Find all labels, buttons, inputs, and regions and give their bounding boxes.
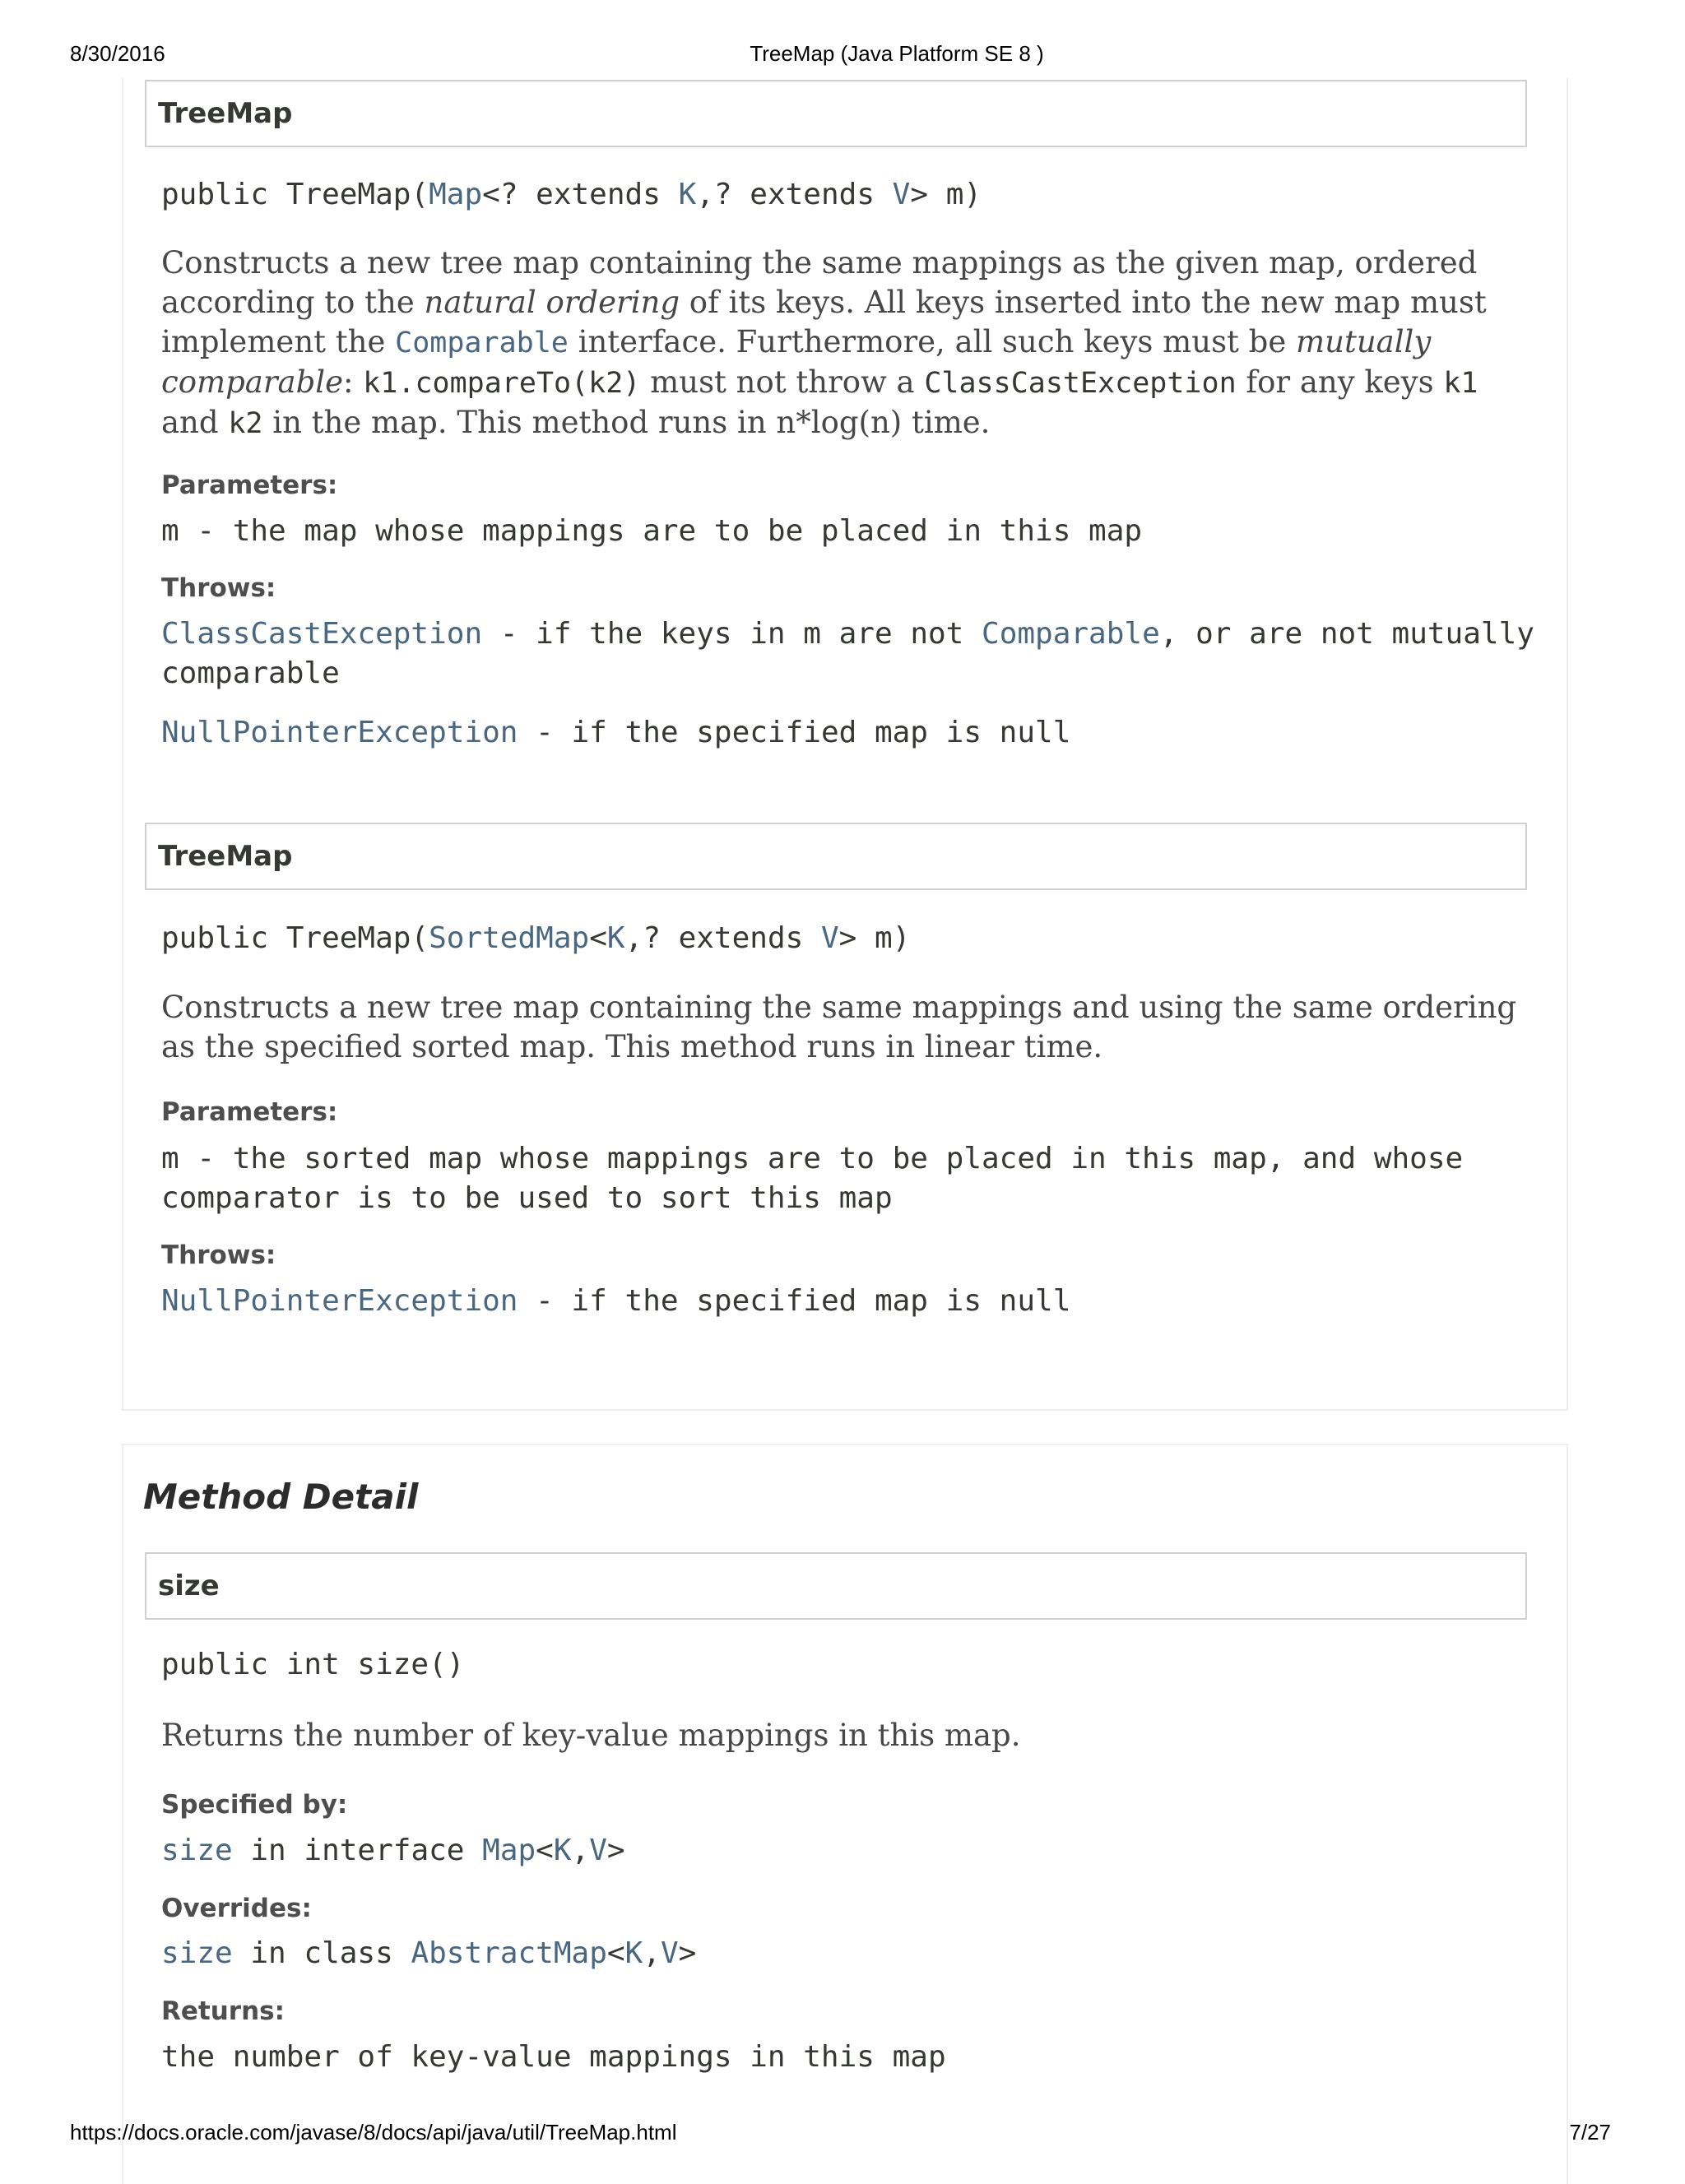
- comparable-link[interactable]: Comparable: [982, 617, 1160, 651]
- constructor-description: Constructs a new tree map containing the same mappings as the given map, ordered according to the natural ordering of its keys. All keys inserted into the new map must implement the Comparable interface. Furthermore, all such keys must be mutually comparable: k1.compareTo(k2) must not throw a ClassCastException for any keys k1 and k2 in the map. This method runs in n*log(n) time.: [161, 245, 1487, 440]
- method-signature: public int size(): [161, 1648, 465, 1681]
- type-param-link-k[interactable]: K: [624, 1936, 643, 1970]
- nullpointerexception-link[interactable]: NullPointerException: [161, 716, 518, 749]
- returns-label: Returns:: [161, 1996, 285, 2026]
- overrides-label: Overrides:: [161, 1894, 312, 1923]
- nullpointerexception-link[interactable]: NullPointerException: [161, 1284, 518, 1318]
- method-description: Returns the number of key-value mappings in this map.: [161, 1718, 1021, 1753]
- method-heading: size: [145, 1552, 1527, 1620]
- type-link-sortedmap[interactable]: SortedMap: [429, 921, 590, 955]
- constructor-description: Constructs a new tree map containing the same mappings and using the same ordering as the specified sorted map. This method runs in linear time.: [161, 990, 1517, 1064]
- parameters-label: Parameters:: [161, 471, 338, 500]
- constructor-signature: public TreeMap(SortedMap<K,? extends V> m): [161, 921, 911, 955]
- constructor-heading: TreeMap: [145, 80, 1527, 147]
- page-number: 7/27: [1569, 2120, 1611, 2145]
- throws-label: Throws:: [161, 573, 276, 603]
- returns-value: the number of key-value mappings in this map: [161, 2040, 946, 2074]
- overrides-value: size in class AbstractMap<K,V>: [161, 1936, 697, 1970]
- throws-classcastexception: ClassCastException - if the keys in m are not Comparable, or are not mutually: [161, 617, 1534, 651]
- type-param-link-v[interactable]: V: [660, 1936, 679, 1970]
- specified-by-label: Specified by:: [161, 1790, 348, 1820]
- parameter-description: m - the sorted map whose mappings are to be placed in this map, and whose: [161, 1142, 1464, 1175]
- print-footer: [0, 2120, 1685, 2153]
- page-url: https://docs.oracle.com/javase/8/docs/api/java/util/TreeMap.html: [70, 2120, 677, 2145]
- size-method-link[interactable]: size: [161, 1834, 233, 1867]
- parameters-label: Parameters:: [161, 1097, 338, 1127]
- type-param-link-v[interactable]: V: [820, 921, 839, 955]
- throws-nullpointerexception: NullPointerException - if the specified map is null: [161, 1284, 1071, 1318]
- print-title: TreeMap (Java Platform SE 8 ): [750, 41, 1044, 66]
- map-interface-link[interactable]: Map: [482, 1834, 536, 1867]
- method-detail-title: Method Detail: [143, 1477, 419, 1517]
- parameter-description-cont: comparator is to be used to sort this map: [161, 1181, 893, 1215]
- type-param-link-k[interactable]: K: [606, 921, 625, 955]
- type-param-link-v[interactable]: V: [589, 1834, 607, 1867]
- size-method-link[interactable]: size: [161, 1936, 233, 1970]
- type-param-link-k[interactable]: K: [553, 1834, 572, 1867]
- constructor-signature: public TreeMap(Map<? extends K,? extends V> m): [161, 178, 982, 211]
- type-param-link-v[interactable]: V: [892, 178, 911, 211]
- throws-classcastexception-cont: comparable: [161, 656, 340, 690]
- print-header: [0, 41, 1685, 74]
- print-date: 8/30/2016: [70, 41, 165, 66]
- specified-by-value: size in interface Map<K,V>: [161, 1834, 625, 1867]
- throws-label: Throws:: [161, 1240, 276, 1270]
- comparable-link[interactable]: Comparable: [395, 327, 569, 359]
- classcastexception-link[interactable]: ClassCastException: [161, 617, 483, 651]
- constructor-heading: TreeMap: [145, 823, 1527, 890]
- parameter-description: m - the map whose mappings are to be placed in this map: [161, 514, 1143, 548]
- type-link-map[interactable]: Map: [429, 178, 483, 211]
- throws-nullpointerexception: NullPointerException - if the specified map is null: [161, 716, 1071, 749]
- type-param-link-k[interactable]: K: [678, 178, 697, 211]
- abstractmap-class-link[interactable]: AbstractMap: [411, 1936, 607, 1970]
